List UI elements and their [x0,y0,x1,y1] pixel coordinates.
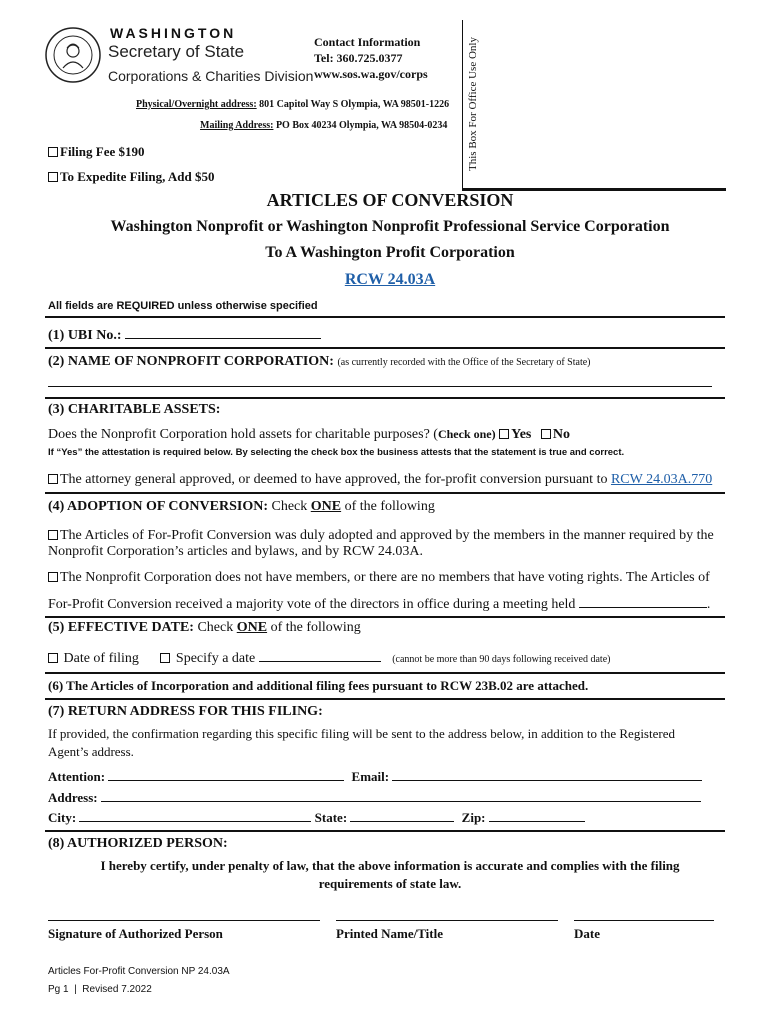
effective-date-note: (cannot be more than 90 days following received date) [392,654,611,665]
form-title: ARTICLES OF CONVERSION [266,190,514,210]
check-one-note: Check one) [437,427,496,441]
address-label: Address [48,790,94,805]
mailing-value: PO Box 40234 Olympia, WA 98504-0234 [275,120,448,131]
division-name: Corporations & Charities Division [108,68,314,84]
effective-date-heading: (5) EFFECTIVE DATE: [48,620,194,635]
city-label: City: [48,810,77,825]
ag-approval-checkbox[interactable] [48,474,58,484]
specify-date-input[interactable] [259,649,381,662]
date-of-filing-checkbox[interactable] [48,653,58,663]
date-of-filing-label: Date of filing [63,651,139,666]
return-address-heading: (7) RETURN ADDRESS FOR THIS FILING: [48,704,323,719]
divider [45,347,725,349]
adoption-heading-row [48,499,435,515]
physical-label: Physical/Overnight address: [136,99,257,110]
org-name: WASHINGTON [110,25,237,41]
certification-text [20,857,760,893]
filing-fee-checkbox[interactable] [48,147,58,157]
contact-tel: Tel: 360.725.0377 [314,51,403,65]
email-input[interactable] [392,768,702,781]
divider [45,397,725,399]
divider [45,830,725,832]
contact-web: www.sos.wa.gov/corps [314,67,428,81]
mailing-address [200,120,447,131]
specify-date-label: Specify a date [175,651,256,666]
attention-label: Attention: [48,769,106,784]
city-input[interactable] [79,809,311,822]
email-label: Email: [351,769,390,784]
yes-checkbox[interactable] [499,429,509,439]
no-checkbox[interactable] [541,429,551,439]
adoption-option-1-line1: The Articles of For-Profit Conversion was duly adopted and approved by the members in the manner required by the [60,528,714,543]
ag-approval-row [48,472,712,488]
return-address-desc [48,725,728,761]
mailing-label: Mailing Address: [200,120,274,131]
org-sub: Secretary of State [108,42,245,61]
effective-date-check: Check [197,620,234,635]
rcw-link[interactable]: RCW 24.03A [344,271,436,288]
adoption-option-2: The Nonprofit Corporation does not have members, or there are no members that have voting rights. The Articles of For-Profit Conversion received a majority vote of the directors in office during a meeting held . [48,570,711,612]
adoption-option-1 [48,528,728,560]
no-label: No [552,427,570,442]
effective-date-options [48,649,610,667]
attached-note: (6) The Articles of Incorporation and additional filing fees pursuant to RCW 23B.02 are attached. [48,678,589,693]
nonprofit-name-note: (as currently recorded with the Office of the Secretary of State) [337,357,591,368]
filing-fee[interactable] [48,144,145,160]
expedite-checkbox[interactable] [48,172,58,182]
form-subtitle-2: To A Washington Profit Corporation [265,244,515,261]
ubi-row [48,326,321,344]
certification-line-1: I hereby certify, under penalty of law, that the above information is accurate and complies with the filing [100,858,680,873]
adoption-option-1-line2: Nonprofit Corporation’s articles and bylaws, and by RCW 24.03A. [48,544,423,559]
adoption-option-1-checkbox[interactable] [48,530,58,540]
adoption-option-2-line2: For-Profit Conversion received a majority vote of the directors in office during a meeting held [48,597,576,612]
return-address-desc-1: If provided, the confirmation regarding this specific filing will be sent to the address below, in addition to the Registered [48,726,675,741]
office-use-box [462,20,726,191]
printed-name-label: Printed Name/Title [336,926,443,941]
expedite-label: To Expedite Filing, Add $50 [60,169,215,184]
state-input[interactable] [350,809,454,822]
footer-page-info: Pg 1 | Revised 7.2022 [48,984,152,995]
printed-name-line[interactable] [336,920,558,921]
adoption-option-2-checkbox[interactable] [48,572,58,582]
attestation-note: If “Yes” the attestation is required below. By selecting the check box the business attests that the statement is true and correct. [48,447,625,458]
ubi-label: (1) UBI No.: [48,328,122,343]
state-seal [44,26,102,84]
date-line[interactable] [574,920,714,921]
nonprofit-name-input[interactable] [48,386,712,387]
effective-date-heading-row [48,620,361,636]
signature-label: Signature of Authorized Person [48,926,223,941]
nonprofit-name-row [48,354,591,370]
ag-approval-link[interactable]: RCW 24.03A.770 [610,472,713,487]
filing-fee-label: Filing Fee $190 [60,144,145,159]
footer-form-name: Articles For-Profit Conversion NP 24.03A [48,966,230,977]
attention-row [48,768,702,785]
charitable-question-text: Does the Nonprofit Corporation hold assets for charitable purposes? ( [48,427,438,442]
effective-date-one: ONE [236,620,268,635]
physical-address [136,99,449,110]
adoption-check: Check [271,499,308,514]
contact-title: Contact Information [314,35,421,49]
charitable-heading: (3) CHARITABLE ASSETS: [48,402,221,417]
specify-date-checkbox[interactable] [160,653,170,663]
signature-line[interactable] [48,920,320,921]
divider [45,316,725,318]
expedite-fee[interactable] [48,169,214,185]
authorized-person-heading: (8) AUTHORIZED PERSON: [48,836,228,851]
meeting-date-input[interactable] [579,595,707,608]
attention-input[interactable] [108,768,344,781]
adoption-following: of the following [344,499,435,514]
charitable-question [48,427,570,443]
adoption-option-2-line1: The Nonprofit Corporation does not have members, or there are no members that have voting rights. The Articles of [60,570,710,585]
city-row [48,809,585,826]
divider [45,698,725,700]
zip-label: Zip: [461,810,486,825]
zip-input[interactable] [489,809,585,822]
return-address-desc-2: Agent’s address. [48,744,134,759]
seal-icon [44,26,102,84]
address-input[interactable] [101,789,701,802]
divider [45,616,725,618]
effective-date-following: of the following [270,620,361,635]
adoption-heading: (4) ADOPTION OF CONVERSION: [48,499,268,514]
divider [45,492,725,494]
ag-approval-text: The attorney general approved, or deemed to have approved, the for-profit conversion pursuant to [60,472,611,487]
yes-label: Yes [511,427,532,442]
physical-value: 801 Capitol Way S Olympia, WA 98501-1226 [259,99,450,110]
nonprofit-name-label: (2) NAME OF NONPROFIT CORPORATION: [48,354,334,369]
address-row: Address: [48,789,701,806]
rcw-heading [0,271,770,289]
form-subtitle: Washington Nonprofit or Washington Nonprofit Professional Service Corporation [110,218,670,235]
date-label: Date [574,926,600,941]
ubi-input[interactable] [125,326,321,339]
adoption-one: ONE [310,499,342,514]
required-note: All fields are REQUIRED unless otherwise specified [48,300,318,312]
state-label: State: [314,810,348,825]
certification-line-2: requirements of state law. [318,876,462,891]
office-use-label: This Box For Office Use Only [467,37,479,171]
divider [45,672,725,674]
